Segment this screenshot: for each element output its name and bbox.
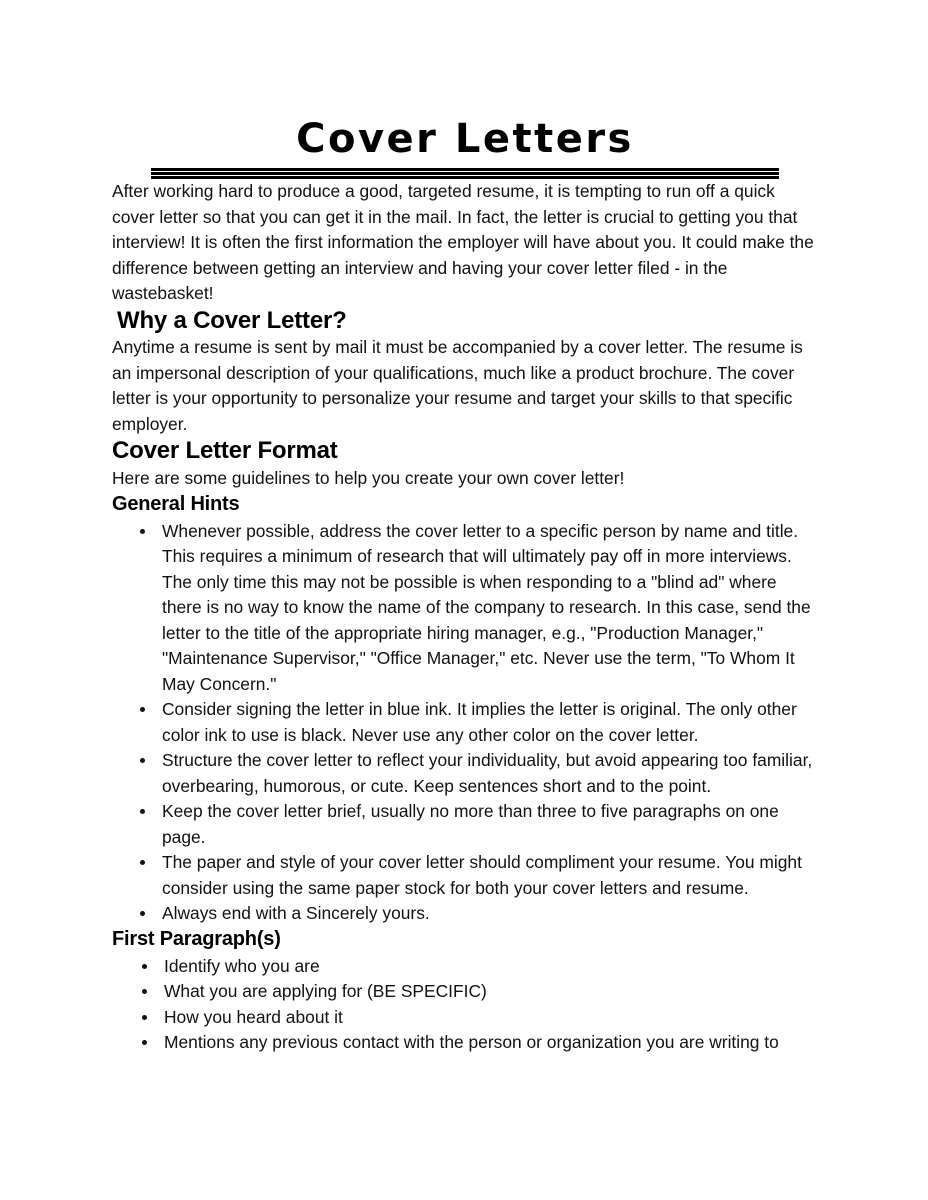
- first-paragraphs-list: [112, 954, 818, 1056]
- section-heading-cover-letter-format: Cover Letter Format: [112, 437, 338, 465]
- why-a-cover-letter-paragraph: Anytime a resume is sent by mail it must be accompanied by a cover letter. The resume is an impersonal description of your qualifications, much like a product brochure. The cover letter is your opportunity to personalize your resume and target your skills to that specific employer.: [112, 337, 803, 434]
- general-hints-list: [112, 519, 818, 927]
- list-item: The paper and style of your cover letter should compliment your resume. You might consider using the same paper stock for both your cover letters and resume.: [112, 850, 818, 901]
- section-heading-first-paragraphs: First Paragraph(s): [112, 927, 281, 950]
- list-item: What you are applying for (BE SPECIFIC): [112, 979, 818, 1005]
- list-item: Structure the cover letter to reflect your individuality, but avoid appearing too familiar, overbearing, humorous, or cute. Keep sentences short and to the point.: [112, 748, 818, 799]
- list-item: Always end with a Sincerely yours.: [112, 901, 818, 927]
- list-item: Identify who you are: [112, 954, 818, 980]
- section-heading-general-hints: General Hints: [112, 492, 240, 515]
- title-divider: [151, 168, 779, 179]
- section-heading-why-a-cover-letter: Why a Cover Letter?: [117, 306, 347, 334]
- list-item: Keep the cover letter brief, usually no more than three to five paragraphs on one page.: [112, 799, 818, 850]
- list-item: Whenever possible, address the cover letter to a specific person by name and title. This requires a minimum of research that will ultimately pay off in more interviews. The only time this may not be possible is when responding to a "blind ad" where there is no way to know the name of the company to research. In this case, send the letter to the title of the appropriate hiring manager, e.g., "Production Manager," "Maintenance Supervisor," "Office Manager," etc. Never use the term, "To Whom It May Concern.": [112, 519, 818, 698]
- cover-letter-format-paragraph: Here are some guidelines to help you create your own cover letter!: [112, 468, 625, 489]
- list-item: Consider signing the letter in blue ink. It implies the letter is original. The only other color ink to use is black. Never use any other color on the cover letter.: [112, 697, 818, 748]
- intro-paragraph: After working hard to produce a good, targeted resume, it is tempting to run off a quick cover letter so that you can get it in the mail. In fact, the letter is crucial to getting you that interview! It is often the first information the employer will have about you. It could make the difference between getting an interview and having your cover letter filed - in the wastebasket!: [112, 181, 814, 303]
- document-body: [112, 0, 818, 1056]
- list-item: Mentions any previous contact with the person or organization you are writing to: [112, 1030, 818, 1056]
- page-title: Cover Letters: [296, 116, 634, 162]
- list-item: How you heard about it: [112, 1005, 818, 1031]
